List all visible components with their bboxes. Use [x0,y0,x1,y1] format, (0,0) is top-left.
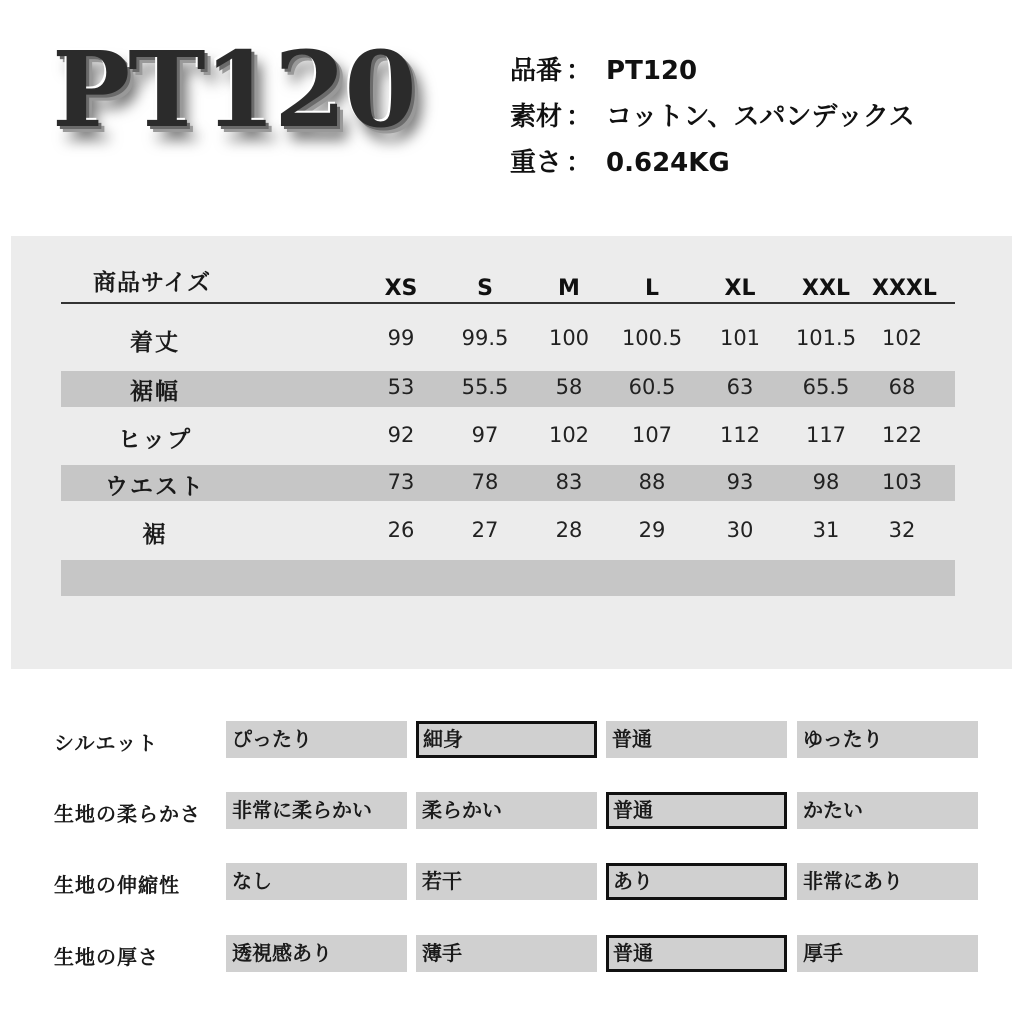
attribute-label: シルエット [54,731,159,755]
size-value-cell: 98 [812,470,840,494]
size-header-xl: XL [724,276,756,301]
size-value-cell: 31 [812,518,840,542]
size-value-cell: 107 [631,423,673,447]
spec-label: 素材 [510,102,563,132]
size-value-cell: 99 [387,326,415,350]
size-value-cell: 112 [719,423,761,447]
measurement-label: ウエスト [105,474,205,500]
attribute-option: 柔らかい [416,792,597,829]
measurement-label: ヒップ [117,427,193,453]
attribute-option-selected: 普通 [606,935,787,972]
attribute-option: なし [226,863,407,900]
spec-label: 重さ [510,148,563,178]
attribute-option-selected: 細身 [416,721,597,758]
size-value-cell: 55.5 [461,375,509,399]
size-value-cell: 102 [548,423,590,447]
size-value-cell: 65.5 [802,375,850,399]
attribute-option: ぴったり [226,721,407,758]
spec-item-material [510,94,915,140]
size-value-cell: 100 [548,326,590,350]
size-value-cell: 93 [726,470,754,494]
attribute-option-selected: 普通 [606,792,787,829]
attribute-option-selected: あり [606,863,787,900]
spec-separator: ： [566,56,593,86]
spec-value: 0.624KG [606,148,730,178]
attribute-option: 厚手 [797,935,978,972]
size-value-cell: 27 [471,518,499,542]
size-value-cell: 122 [881,423,923,447]
size-value-cell: 30 [726,518,754,542]
spec-item-weight [510,140,915,186]
size-header-xxl: XXL [802,276,850,301]
size-value-cell: 100.5 [621,326,683,350]
size-value-cell: 28 [555,518,583,542]
size-value-cell: 58 [555,375,583,399]
spec-value: コットン、スパンデックス [606,102,915,132]
attribute-label: 生地の伸縮性 [54,873,180,897]
attribute-option: 非常に柔らかい [226,792,407,829]
header-divider [61,302,955,304]
size-header-xs: XS [384,276,418,301]
size-value-cell: 53 [387,375,415,399]
attribute-option: 非常にあり [797,863,978,900]
size-header-m: M [558,276,580,301]
size-value-cell: 63 [726,375,754,399]
size-value-cell: 101 [719,326,761,350]
measurement-label: 着丈 [130,330,180,356]
attribute-option: 薄手 [416,935,597,972]
size-value-cell: 26 [387,518,415,542]
size-value-cell: 97 [471,423,499,447]
spec-separator: ： [566,148,593,178]
size-value-cell: 32 [888,518,916,542]
size-value-cell: 78 [471,470,499,494]
size-value-cell: 99.5 [461,326,509,350]
spec-value: PT120 [606,56,698,86]
size-value-cell: 101.5 [795,326,857,350]
spec-label: 品番 [510,56,563,86]
size-value-cell: 102 [881,326,923,350]
size-value-cell: 117 [805,423,847,447]
size-table-title: 商品サイズ [93,270,212,296]
size-value-cell: 73 [387,470,415,494]
size-header-s: S [477,276,493,301]
size-value-cell: 92 [387,423,415,447]
product-code-logo: PT120 [52,28,415,151]
spec-list [510,48,915,186]
attribute-label: 生地の厚さ [54,945,159,969]
row-stripe [61,560,955,596]
size-header-xxxl: XXXL [872,276,937,301]
attribute-label: 生地の柔らかさ [54,802,201,826]
measurement-label: 裾 [142,522,168,548]
attribute-option: 若干 [416,863,597,900]
attribute-option: 普通 [606,721,787,758]
attribute-option: 透視感あり [226,935,407,972]
size-value-cell: 29 [638,518,666,542]
spec-separator: ： [566,102,593,132]
size-value-cell: 68 [888,375,916,399]
spec-item-code [510,48,915,94]
size-value-cell: 83 [555,470,583,494]
size-value-cell: 88 [638,470,666,494]
attribute-option: かたい [797,792,978,829]
size-value-cell: 103 [881,470,923,494]
attribute-option: ゆったり [797,721,978,758]
measurement-label: 裾幅 [130,379,180,405]
size-value-cell: 60.5 [628,375,676,399]
size-header-l: L [644,276,660,301]
